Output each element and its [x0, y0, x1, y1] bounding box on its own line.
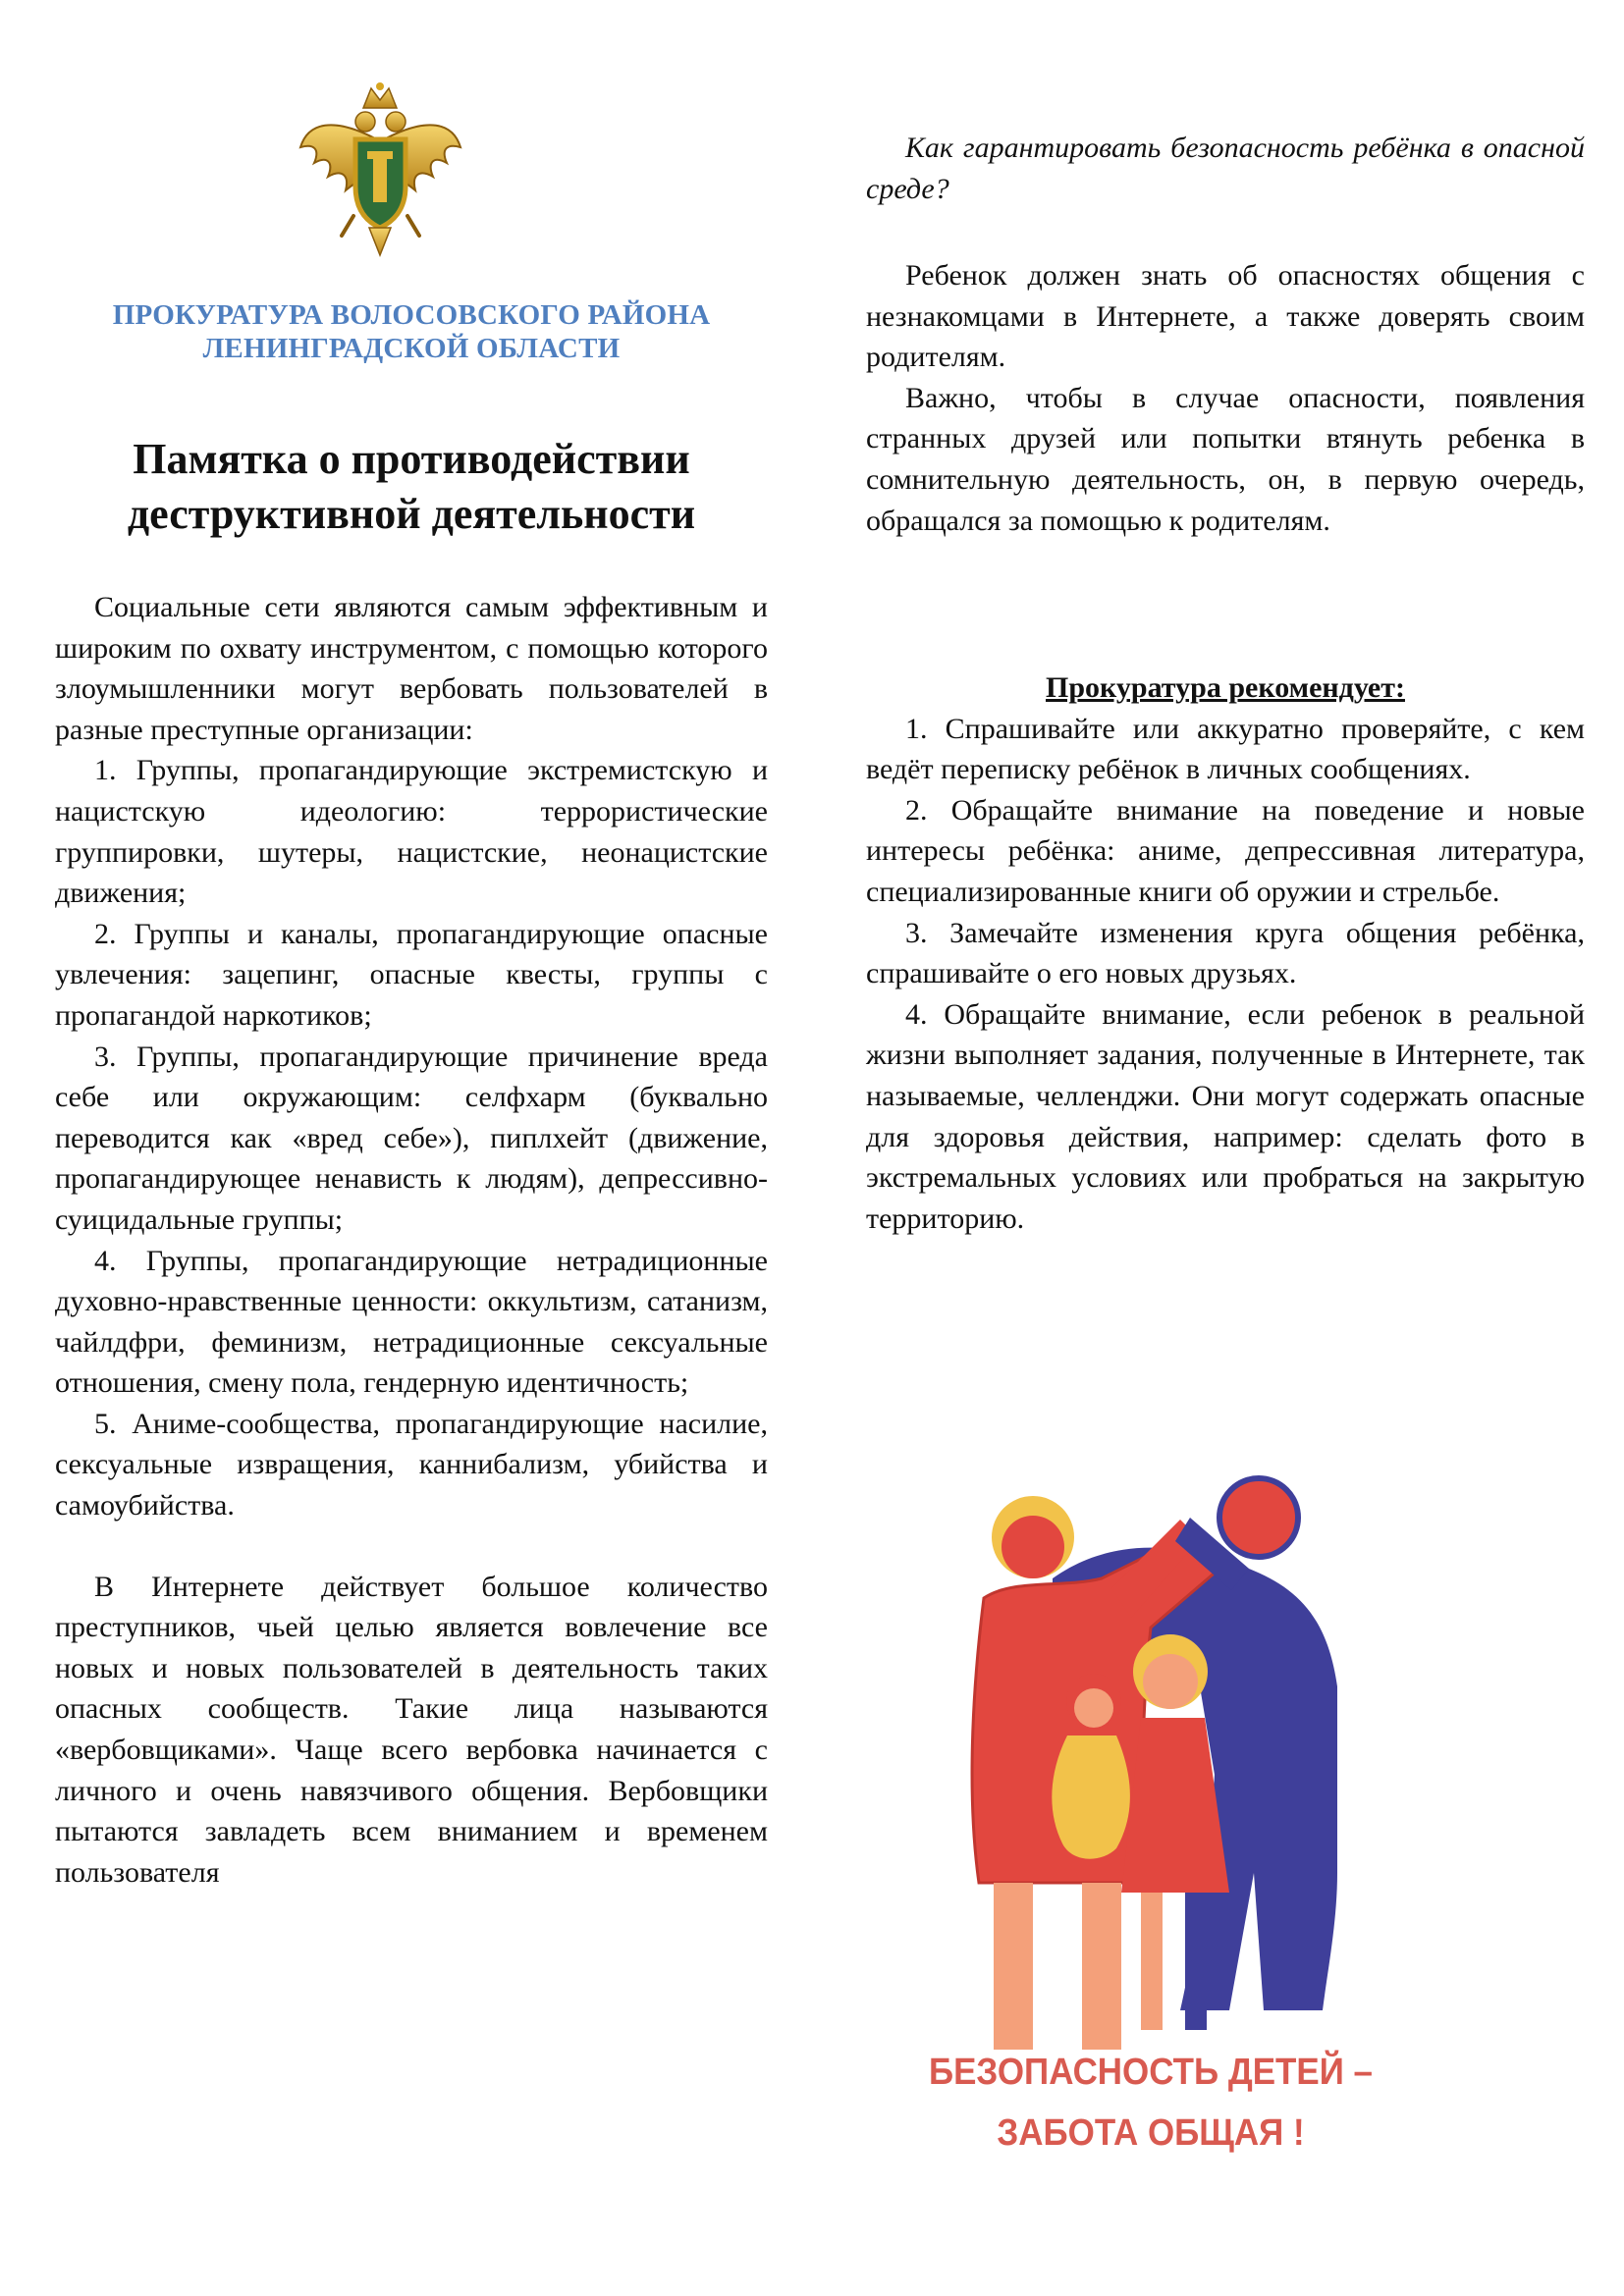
- slogan: [876, 2042, 1426, 2163]
- title-line-1: Памятка о противодействии: [133, 435, 690, 483]
- organization-name: [55, 298, 768, 365]
- question-text: Как гарантировать безопасность ребёнка в опасной среде?: [866, 132, 1585, 205]
- list-item-2: 2. Группы и каналы, пропагандирующие опасные увлечения: зацепинг, опасные квесты, группы с пропагандой наркотиков;: [55, 917, 768, 1032]
- recommendation-2: 2. Обращайте внимание на поведение и новые интересы ребёнка: аниме, депрессивная литература, специализированные книги об оружии и стрельбе.: [866, 793, 1585, 908]
- right-intro: [866, 255, 1585, 541]
- paragraph-recruiters: В Интернете действует большое количество преступников, чьей целью является вовлечение все новых и новых пользователей в деятельность таких опасных сообществ. Такие лица называются «вербовщиками». Чаще всего вербовка начинается с личного и очень навязчивого общения. Вербовщики пытаются завладеть всем вниманием и временем пользователя: [55, 1570, 768, 1889]
- org-line-1: ПРОКУРАТУРА ВОЛОСОВСКОГО РАЙОНА: [112, 299, 711, 331]
- slogan-line-2: ЗАБОТА ОБЩАЯ !: [997, 2112, 1305, 2154]
- recommendation-1: 1. Спрашивайте или аккуратно проверяйте, с кем ведёт переписку ребёнок в личных сообщениях.: [866, 712, 1585, 786]
- left-column-text: [55, 587, 768, 1893]
- list-item-4: 4. Группы, пропагандирующие нетрадиционные духовно-нравственные ценности: оккультизм, сатанизм, чайлдфри, феминизм, нетрадиционные сексуальные отношения, смену пола, гендерную идентичность;: [55, 1244, 768, 1400]
- recommendations-section: [866, 667, 1585, 1239]
- paragraph-gap: [55, 1526, 768, 1567]
- safety-question: [866, 128, 1585, 209]
- recommendations-heading: Прокуратура рекомендует:: [1046, 671, 1405, 704]
- intro-paragraph-1: Ребенок должен знать об опасностях общения с незнакомцами в Интернете, а также доверять своим родителям.: [866, 259, 1585, 374]
- slogan-line-1: БЕЗОПАСНОСТЬ ДЕТЕЙ –: [928, 2052, 1374, 2093]
- list-item-1: 1. Группы, пропагандирующие экстремистскую и нацистскую идеологию: террористические группировки, шутеры, нацистские, неонацистские движения;: [55, 754, 768, 910]
- prosecutor-emblem: [295, 79, 466, 265]
- list-item-3: 3. Группы, пропагандирующие причинение вреда себе или окружающим: селфхарм (буквально переводится как «вред себе»), пиплхейт (движение, пропагандирующее ненависть к людям), депрессивно-суицидальные группы;: [55, 1040, 768, 1236]
- recommendation-3: 3. Замечайте изменения круга общения ребёнка, спрашивайте о его новых друзьях.: [866, 916, 1585, 990]
- list-item-5: 5. Аниме-сообщества, пропагандирующие насилие, сексуальные извращения, каннибализм, убийства и самоубийства.: [55, 1407, 768, 1522]
- recommendation-4: 4. Обращайте внимание, если ребенок в реальной жизни выполняет задания, полученные в Интернете, так называемые, челленджи. Они могут содержать опасные для здоровья действия, например: сделать фото в экстремальных условиях или пробраться на закрытую территорию.: [866, 997, 1585, 1235]
- page-title: [55, 432, 768, 542]
- intro-paragraph-2: Важно, чтобы в случае опасности, появления странных друзей или попытки втянуть ребенка в сомнительную деятельность, он, в первую очередь, обращался за помощью к родителям.: [866, 381, 1585, 537]
- paragraph-intro: Социальные сети являются самым эффективным и широким по охвату инструментом, с помощью которого злоумышленники могут вербовать пользователей в разные преступные организации:: [55, 591, 768, 746]
- org-line-2: ЛЕНИНГРАДСКОЙ ОБЛАСТИ: [202, 333, 621, 364]
- title-line-2: деструктивной деятельности: [127, 490, 696, 538]
